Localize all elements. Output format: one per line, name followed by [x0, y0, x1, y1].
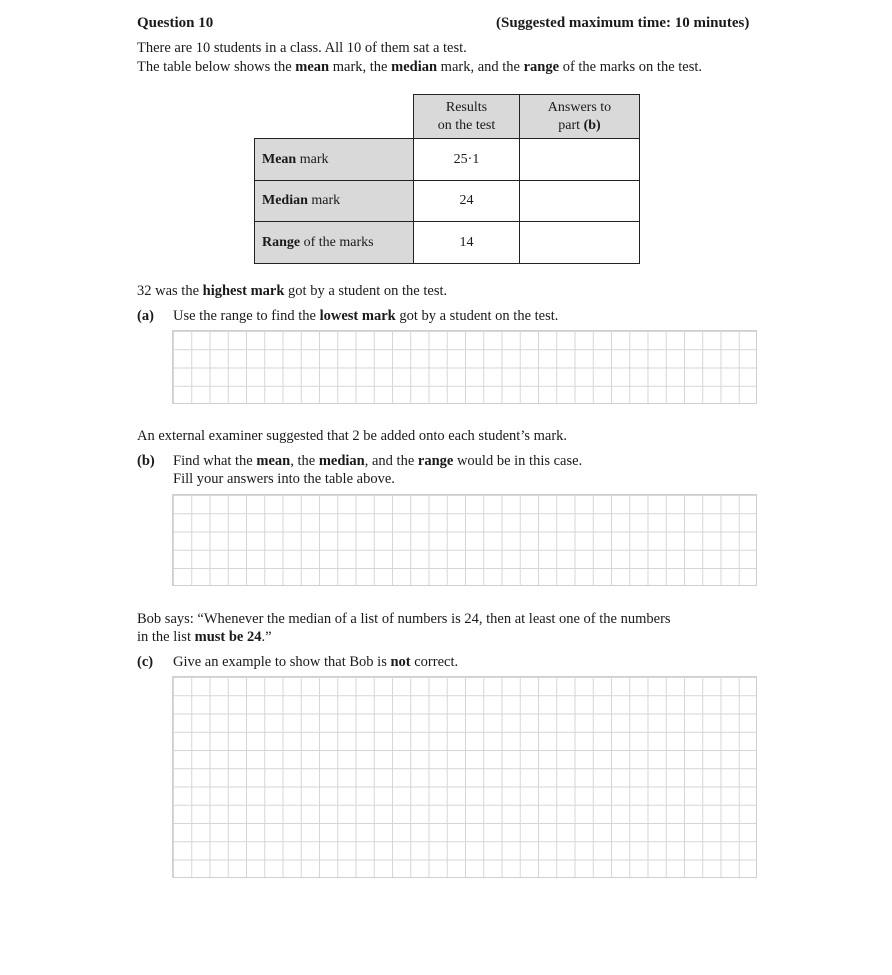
answer-grid-a[interactable] [172, 330, 757, 404]
part-b-question: Find what the mean, the median, and the range would be in this case. [173, 453, 583, 469]
intro-line-1: There are 10 students in a class. All 10 of them sat a test. [137, 40, 467, 56]
part-c-label: (c) [137, 654, 154, 670]
intro-line-2: The table below shows the mean mark, the median mark, and the range of the marks on the test. [137, 59, 703, 75]
row-label-median: Median mark [254, 180, 414, 222]
part-a-label: (a) [137, 308, 154, 324]
answer-grid-c[interactable] [172, 676, 757, 878]
highest-mark-statement: 32 was the highest mark got by a student on the test. [137, 283, 448, 299]
answer-grid-b[interactable] [172, 494, 757, 586]
header-answers: Answers to part (b) [519, 94, 640, 139]
bob-statement-line-2: in the list must be 24.” [137, 629, 272, 645]
answer-cell-mean[interactable] [519, 138, 640, 181]
answer-cell-range[interactable] [519, 221, 640, 264]
answer-cell-median[interactable] [519, 180, 640, 222]
row-label-mean: Mean mark [254, 138, 414, 181]
question-title: Question 10 [137, 15, 214, 31]
part-b-label: (b) [137, 453, 155, 469]
suggested-time: (Suggested maximum time: 10 minutes) [496, 15, 750, 31]
part-b-instruction: Fill your answers into the table above. [173, 471, 395, 487]
header-results: Results on the test [413, 94, 520, 139]
row-label-range: Range of the marks [254, 221, 414, 264]
part-c-question: Give an example to show that Bob is not correct. [173, 654, 459, 670]
result-mean: 25·1 [413, 138, 520, 181]
part-a-question: Use the range to find the lowest mark got by a student on the test. [173, 308, 559, 324]
examiner-statement: An external examiner suggested that 2 be added onto each student’s mark. [137, 428, 568, 444]
result-median: 24 [413, 180, 520, 222]
bob-statement-line-1: Bob says: “Whenever the median of a list of numbers is 24, then at least one of the numbers [137, 611, 671, 627]
result-range: 14 [413, 221, 520, 264]
